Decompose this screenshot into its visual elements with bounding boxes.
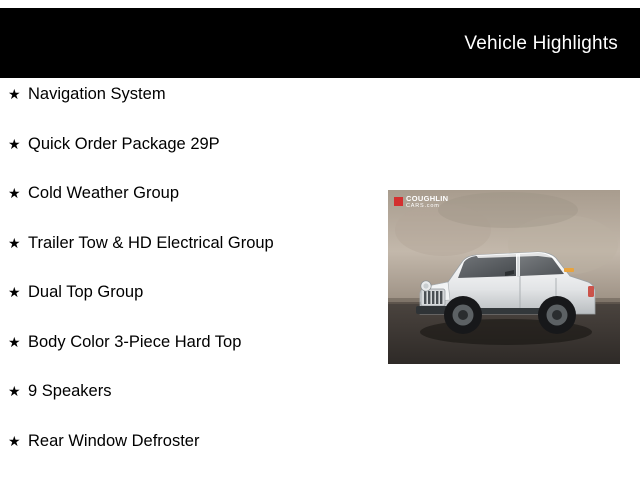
- page-title: Vehicle Highlights: [464, 34, 618, 53]
- list-item: [0, 284, 400, 334]
- star-bullet-icon: ★: [8, 87, 28, 101]
- highlight-label: Trailer Tow & HD Electrical Group: [28, 235, 274, 252]
- star-bullet-icon: ★: [8, 137, 28, 151]
- dealer-logo-icon: [394, 197, 403, 206]
- dealer-name: COUGHLIN: [406, 195, 448, 203]
- star-bullet-icon: ★: [8, 434, 28, 448]
- dealer-watermark: [394, 195, 448, 209]
- star-bullet-icon: ★: [8, 236, 28, 250]
- star-bullet-icon: ★: [8, 384, 28, 398]
- list-item: [0, 383, 400, 433]
- list-item: [0, 136, 400, 186]
- list-item: [0, 235, 400, 285]
- vehicle-photo: [388, 190, 620, 364]
- highlight-label: Rear Window Defroster: [28, 433, 199, 450]
- bottom-edge: [0, 472, 640, 480]
- highlight-label: Quick Order Package 29P: [28, 136, 220, 153]
- highlight-label: Dual Top Group: [28, 284, 143, 301]
- vehicle-highlights-list: [0, 86, 400, 482]
- star-bullet-icon: ★: [8, 186, 28, 200]
- list-item: [0, 86, 400, 136]
- star-bullet-icon: ★: [8, 335, 28, 349]
- highlight-label: Body Color 3-Piece Hard Top: [28, 334, 241, 351]
- dealer-watermark-text: [406, 195, 448, 209]
- highlight-label: 9 Speakers: [28, 383, 111, 400]
- highlight-label: Cold Weather Group: [28, 185, 179, 202]
- vehicle-photo-image: [388, 190, 620, 364]
- highlight-label: Navigation System: [28, 86, 166, 103]
- star-bullet-icon: ★: [8, 285, 28, 299]
- list-item: [0, 334, 400, 384]
- dealer-site: CARS.com: [406, 203, 440, 209]
- list-item: [0, 185, 400, 235]
- page-header: [0, 8, 640, 78]
